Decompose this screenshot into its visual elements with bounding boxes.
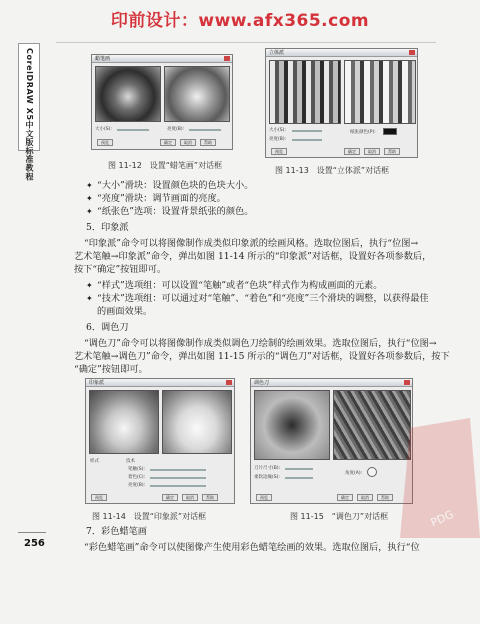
close-icon: [404, 380, 410, 385]
stamp-mark: [400, 418, 480, 538]
style-group-label: 样式: [90, 459, 99, 464]
preview-original-image: [254, 390, 330, 460]
coloring-label: 着色(C):: [128, 475, 146, 480]
top-rule: [56, 42, 436, 43]
body-line-6: 艺术笔触→印象派”命令，弹出如图 11-14 所示的“印象派”对话框，设置好各项参数后，: [74, 251, 432, 262]
section7-text: “彩色蜡笔画”命令可以使图像产生使用彩色蜡笔绘画的效果。选取位图后，执行“位: [84, 542, 420, 553]
paper-color-label: 纸张颜色(P):: [350, 130, 376, 135]
preview-button[interactable]: 预览: [97, 139, 113, 146]
size-label: 大小(S):: [95, 127, 112, 132]
coloring-slider[interactable]: [150, 477, 206, 479]
brightness-label: 亮度(B):: [167, 127, 185, 132]
ok-button[interactable]: 确定: [162, 494, 178, 501]
soft-edge-slider[interactable]: [285, 477, 313, 479]
figure-11-15-dialog: [250, 378, 413, 504]
body-line-14: “确定”按钮即可。: [74, 364, 148, 375]
body-line-13: 艺术笔触→调色刀”命令，弹出如图 11-15 所示的“调色刀”对话框，设置好各项参数后，按下: [74, 351, 450, 362]
body-line-12: “调色刀”命令可以将图像制作成类似调色刀绘制的绘画效果。选取位图后，执行“位图→: [84, 338, 437, 349]
technique-group-label: 技术: [126, 459, 135, 464]
paper-color-swatch[interactable]: [383, 128, 397, 135]
cancel-button[interactable]: 取消: [180, 139, 196, 146]
bullet-icon: ✦: [86, 281, 93, 290]
section-heading-7: 7．彩色蜡笔画: [86, 526, 147, 537]
dialog-titlebar: 印象派: [86, 379, 234, 387]
body-line-10: 的画面效果。: [97, 306, 153, 317]
close-icon: [226, 380, 232, 385]
angle-label: 角度(A):: [345, 471, 363, 476]
body-line-1: ✦ “大小”滑块：设置颜色块的色块大小。: [86, 180, 254, 191]
body-line-8: ✦ “样式”选项组：可以设置“笔触”或者“色块”样式作为构成画面的元素。: [86, 280, 383, 291]
watermark: 印前设计：www.afx365.com: [110, 11, 370, 31]
figure-11-14-caption: 图 11-14 设置“印象派”对话框: [92, 512, 207, 521]
preview-original-image: [269, 60, 341, 124]
dialog-titlebar: 蜡笔画: [92, 55, 232, 63]
figure-11-12-dialog: [91, 54, 233, 150]
help-button[interactable]: 帮助: [384, 148, 400, 155]
size-slider[interactable]: [292, 130, 322, 132]
page-number-rule: [18, 532, 46, 533]
preview-original-image: [89, 390, 159, 454]
brightness-label: 亮度(B):: [269, 137, 287, 142]
stroke-slider[interactable]: [150, 469, 206, 471]
bullet-icon: ✦: [86, 194, 93, 203]
section-heading-5: 5．印象派: [86, 222, 129, 233]
brightness-label: 亮度(B):: [128, 483, 146, 488]
brightness-slider[interactable]: [189, 129, 221, 131]
ok-button[interactable]: 确定: [160, 139, 176, 146]
brightness-slider[interactable]: [292, 139, 322, 141]
page-number: 256: [24, 538, 45, 549]
section-heading-6: 6．调色刀: [86, 322, 129, 333]
side-strip-label: CorelDRAW X5中文版标准教程: [25, 48, 34, 181]
figure-11-12-caption: 图 11-12 设置“蜡笔画”对话框: [108, 161, 223, 170]
ok-button[interactable]: 确定: [337, 494, 353, 501]
stroke-label: 笔触(S):: [128, 467, 145, 472]
body-line-2: ✦ “亮度”滑块：调节画面的亮度。: [86, 193, 226, 204]
figure-11-14-dialog: [85, 378, 235, 504]
cancel-button[interactable]: 取消: [364, 148, 380, 155]
close-icon: [409, 50, 415, 55]
close-icon: [224, 56, 230, 61]
body-line-5: “印象派”命令可以将图像制作成类似印象派的绘画风格。选取位图后，执行“位图→: [84, 238, 419, 249]
size-slider[interactable]: [117, 129, 149, 131]
preview-button[interactable]: 预览: [91, 494, 107, 501]
soft-edge-label: 柔软边缘(S):: [254, 475, 280, 480]
preview-result-image: [164, 66, 230, 122]
preview-result-image: [162, 390, 232, 454]
cancel-button[interactable]: 取消: [182, 494, 198, 501]
figure-11-13-dialog: [265, 48, 418, 158]
dialog-titlebar: 调色刀: [251, 379, 412, 387]
ok-button[interactable]: 确定: [344, 148, 360, 155]
bullet-icon: ✦: [86, 294, 93, 303]
preview-original-image: [95, 66, 161, 122]
help-button[interactable]: 帮助: [200, 139, 216, 146]
body-line-3: ✦ “纸张色”选项：设置背景纸张的颜色。: [86, 206, 254, 217]
preview-button[interactable]: 预览: [271, 148, 287, 155]
size-label: 大小(S):: [269, 128, 286, 133]
preview-button[interactable]: 预览: [256, 494, 272, 501]
bullet-icon: ✦: [86, 181, 93, 190]
angle-dial[interactable]: [367, 467, 377, 477]
figure-11-15-caption: 图 11-15 “调色刀”对话框: [290, 512, 389, 521]
blade-size-slider[interactable]: [285, 468, 313, 470]
dialog-titlebar: 立体派: [266, 49, 417, 57]
stamp-label: PDG: [428, 507, 456, 530]
help-button[interactable]: 帮助: [202, 494, 218, 501]
blade-size-label: 刀片尺寸(B):: [254, 466, 281, 471]
cancel-button[interactable]: 取消: [357, 494, 373, 501]
figure-11-13-caption: 图 11-13 设置“立体派”对话框: [275, 166, 390, 175]
body-line-7: 按下“确定”按钮即可。: [74, 264, 167, 275]
preview-result-image: [344, 60, 416, 124]
bullet-icon: ✦: [86, 207, 93, 216]
help-button[interactable]: 帮助: [377, 494, 393, 501]
brightness-slider[interactable]: [150, 485, 206, 487]
body-line-9: ✦ “技术”选项组：可以通过对“笔触”、“着色”和“亮度”三个滑块的调整，以获得最佳: [86, 293, 429, 304]
